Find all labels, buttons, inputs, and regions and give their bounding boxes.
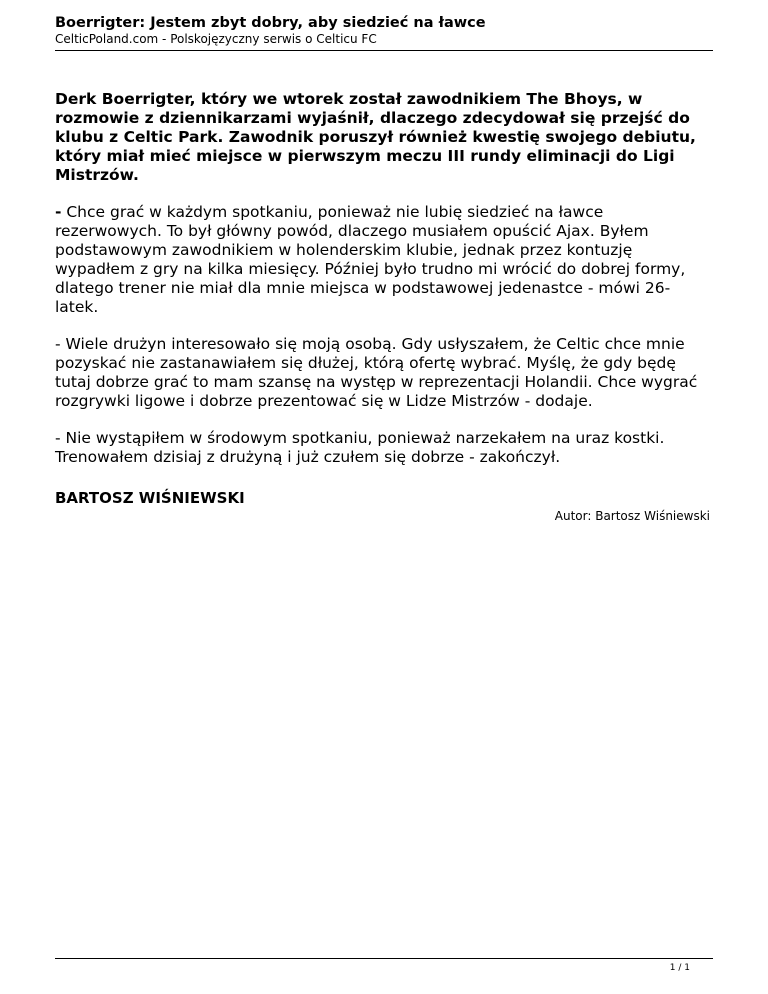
article-paragraph-2: - Wiele drużyn interesowało się moją osobą. Gdy usłyszałem, że Celtic chce mnie pozyskać nie zastanawiałem się dłużej, którą ofertę wybrać. Myślę, że gdy będę tutaj dobrze grać to mam szansę na występ w reprezentacji Holandii. Chce wygrać rozgrywki ligowe i dobrze prezentować się w Lidze Mistrzów - dodaje. — [55, 335, 698, 410]
paragraph-1-text: Chce grać w każdym spotkaniu, ponieważ nie lubię siedzieć na ławce rezerwowych. To był główny powód, dlaczego musiałem opuścić Ajax. Byłem podstawowym zawodnikiem w holenderskim klubie, jednak przez kontuzję wypadłem z gry na kilka miesięcy. Później było trudno mi wrócić do dobrej formy, dlatego trener nie miał dla mnie miejsca w podstawowej jedenastce - mówi 26-latek. — [55, 203, 686, 316]
document-header — [55, 14, 713, 47]
article-signature: BARTOSZ WIŚNIEWSKI — [55, 489, 245, 507]
article-body — [55, 90, 713, 508]
header-divider — [55, 50, 713, 51]
site-subtitle: CelticPoland.com - Polskojęzyczny serwis o Celticu FC — [55, 32, 377, 46]
article-lead: Derk Boerrigter, który we wtorek został zawodnikiem The Bhoys, w rozmowie z dziennikarzami wyjaśnił, dlaczego zdecydował się przejść do klubu z Celtic Park. Zawodnik poruszył również kwestię swojego debiutu, który miał mieć miejsce w pierwszym meczu III rundy eliminacji do Ligi Mistrzów. — [55, 90, 696, 184]
footer-divider — [55, 958, 713, 959]
paragraph-dash: - — [55, 203, 62, 221]
page-number: 1 / 1 — [669, 963, 690, 973]
article-paragraph-3: - Nie wystąpiłem w środowym spotkaniu, ponieważ narzekałem na uraz kostki. Trenowałem dzisiaj z drużyną i już czułem się dobrze - zakończył. — [55, 429, 665, 466]
document-title: Boerrigter: Jestem zbyt dobry, aby siedzieć na ławce — [55, 15, 486, 31]
article-paragraph-1 — [55, 203, 713, 317]
author-line: Autor: Bartosz Wiśniewski — [554, 509, 710, 523]
